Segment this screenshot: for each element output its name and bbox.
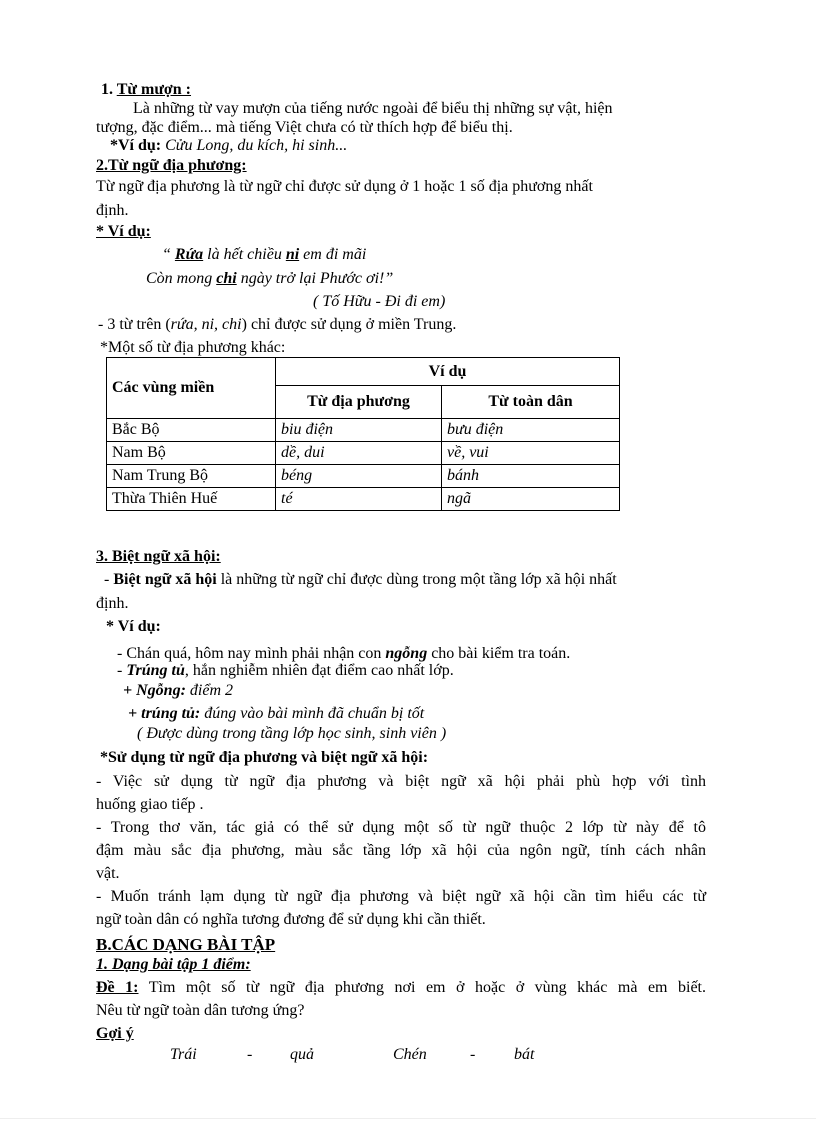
- question-line: Nêu từ ngữ toàn dân tương ứng?: [96, 1002, 305, 1019]
- standard-word-cell: bánh: [442, 465, 620, 488]
- standard-word-cell: về, vui: [442, 442, 620, 465]
- paragraph-line: - Trong thơ văn, tác giả có thể sử dụng một số từ ngữ thuộc 2 lớp từ này để tô: [96, 819, 706, 836]
- local-word: Chén: [393, 1046, 427, 1063]
- note-text: ) chỉ được sử dụng ở miền Trung.: [241, 316, 457, 333]
- paragraph-line: - Việc sử dụng từ ngữ địa phương và biệt ngữ xã hội phải phù hợp với tình: [96, 773, 706, 790]
- section-1-heading: [101, 80, 191, 100]
- standard-word-cell: bưu điện: [442, 419, 620, 442]
- term: Biệt ngữ xã hội: [113, 571, 217, 588]
- section-number: 1.: [101, 81, 113, 98]
- gloss-meaning: điểm 2: [185, 682, 234, 699]
- table-row: [107, 488, 620, 511]
- local-word-cell: dề, dui: [276, 442, 442, 465]
- paragraph-line: đậm màu sắc địa phương, màu sắc tầng lớp xã hội của ngôn ngữ, tính cách nhân: [96, 842, 706, 859]
- region-cell: Nam Trung Bộ: [107, 465, 276, 488]
- local-word-cell: biu điện: [276, 419, 442, 442]
- question-label: Đề 1:: [96, 979, 139, 996]
- standard-word: bát: [514, 1046, 535, 1063]
- slang-word: Trúng tủ: [126, 662, 185, 679]
- example-group-header: Ví dụ: [276, 358, 620, 386]
- definition-text: là những từ ngữ chỉ được dùng trong một tầng lớp xã hội nhất: [216, 571, 617, 588]
- gloss-word: + trúng tủ:: [128, 705, 201, 722]
- gloss-word: + Ngỗng:: [123, 682, 186, 699]
- paragraph-line: tượng, đặc điểm... mà tiếng Việt chưa có từ thích hợp để biểu thị.: [96, 119, 513, 136]
- example-sentence: [117, 661, 454, 681]
- gloss-line: [123, 681, 233, 701]
- dialect-word: Rứa: [174, 246, 204, 263]
- poem-text: em đi mãi: [299, 246, 367, 263]
- table-intro: *Một số từ địa phương khác:: [100, 339, 286, 356]
- example-label: *Ví dụ:: [110, 137, 162, 154]
- quote-mark: “: [162, 246, 175, 263]
- definition-line: [104, 570, 617, 590]
- bullet-dash: -: [104, 571, 114, 588]
- region-cell: Thừa Thiên Huế: [107, 488, 276, 511]
- poem-source: ( Tố Hữu - Đi đi em): [313, 293, 446, 310]
- section-2-heading: 2.Từ ngữ địa phương:: [96, 157, 247, 174]
- paragraph-line: vật.: [96, 865, 120, 882]
- definition-line: định.: [96, 595, 129, 612]
- note-words: rứa, ni, chi: [170, 316, 242, 333]
- local-word-cell: té: [276, 488, 442, 511]
- sentence-text: -: [117, 662, 127, 679]
- table-row: [107, 465, 620, 488]
- sentence-text: cho bài kiểm tra toán.: [427, 645, 571, 662]
- slang-word: ngỗng: [385, 645, 428, 662]
- poem-line: [162, 245, 366, 265]
- local-word-header: Từ địa phương: [276, 386, 442, 419]
- local-word-cell: béng: [276, 465, 442, 488]
- part-b-heading: B.CÁC DẠNG BÀI TẬP: [96, 935, 276, 954]
- example-label: * Ví dụ:: [96, 223, 151, 240]
- question-text: Tìm một số từ ngữ địa phương nơi em ở hoặc ở vùng khác mà em biết.: [138, 979, 707, 996]
- usage-heading: *Sử dụng từ ngữ địa phương và biệt ngữ xã hội:: [100, 749, 429, 766]
- question-line: [96, 978, 706, 998]
- table-row: [107, 442, 620, 465]
- paragraph-line: Từ ngữ địa phương là từ ngữ chỉ được sử dụng ở 1 hoặc 1 số địa phương nhất: [96, 178, 593, 195]
- poem-text: ngày trở lại Phước ơi!”: [236, 270, 394, 287]
- table-header-row: [107, 358, 620, 386]
- paragraph-line: định.: [96, 202, 129, 219]
- region-cell: Bắc Bộ: [107, 419, 276, 442]
- pair-dash: -: [470, 1046, 476, 1063]
- gloss-note: ( Được dùng trong tầng lớp học sinh, sinh viên ): [137, 725, 447, 742]
- exercise-type-heading: 1. Dạng bài tập 1 điểm:: [96, 956, 251, 973]
- example-text: Cửu Long, du kích, hi sinh...: [165, 137, 348, 154]
- standard-word-header: Từ toàn dân: [442, 386, 620, 419]
- section-3-heading: 3. Biệt ngữ xã hội:: [96, 548, 221, 565]
- region-header: Các vùng miền: [107, 358, 276, 419]
- dialect-word: ni: [285, 246, 300, 263]
- poem-text: là hết chiều: [203, 246, 286, 263]
- paragraph-line: ngữ toàn dân có nghĩa tương đương để sử dụng khi cần thiết.: [96, 911, 486, 928]
- sentence-text: - Chán quá, hôm nay mình phải nhận con: [117, 645, 386, 662]
- note-line: [98, 315, 456, 335]
- paragraph-line: huống giao tiếp .: [96, 796, 204, 813]
- local-word: Trái: [170, 1046, 197, 1063]
- standard-word: quả: [290, 1046, 314, 1063]
- table-row: [107, 419, 620, 442]
- example-label: * Ví dụ:: [106, 618, 161, 635]
- example-line: [110, 136, 347, 156]
- hint-label: Gợi ý: [96, 1025, 134, 1042]
- note-text: - 3 từ trên (: [98, 316, 171, 333]
- dialect-table: [106, 357, 620, 511]
- region-cell: Nam Bộ: [107, 442, 276, 465]
- gloss-meaning: đúng vào bài mình đã chuẩn bị tốt: [200, 705, 425, 722]
- paragraph-line: Là những từ vay mượn của tiếng nước ngoài để biểu thị những sự vật, hiện: [133, 100, 613, 117]
- poem-line: [146, 269, 393, 289]
- section-title: Từ mượn :: [116, 81, 192, 98]
- poem-text: Còn mong: [146, 270, 217, 287]
- paragraph-line: - Muốn tránh lạm dụng từ ngữ địa phương và biệt ngữ xã hội cần tìm hiểu các từ: [96, 888, 706, 905]
- pair-dash: -: [247, 1046, 253, 1063]
- gloss-line: [128, 704, 424, 724]
- page-divider: [0, 1118, 816, 1119]
- sentence-text: , hắn nghiễm nhiên đạt điểm cao nhất lớp.: [184, 662, 454, 679]
- standard-word-cell: ngã: [442, 488, 620, 511]
- dialect-word: chi: [216, 270, 237, 287]
